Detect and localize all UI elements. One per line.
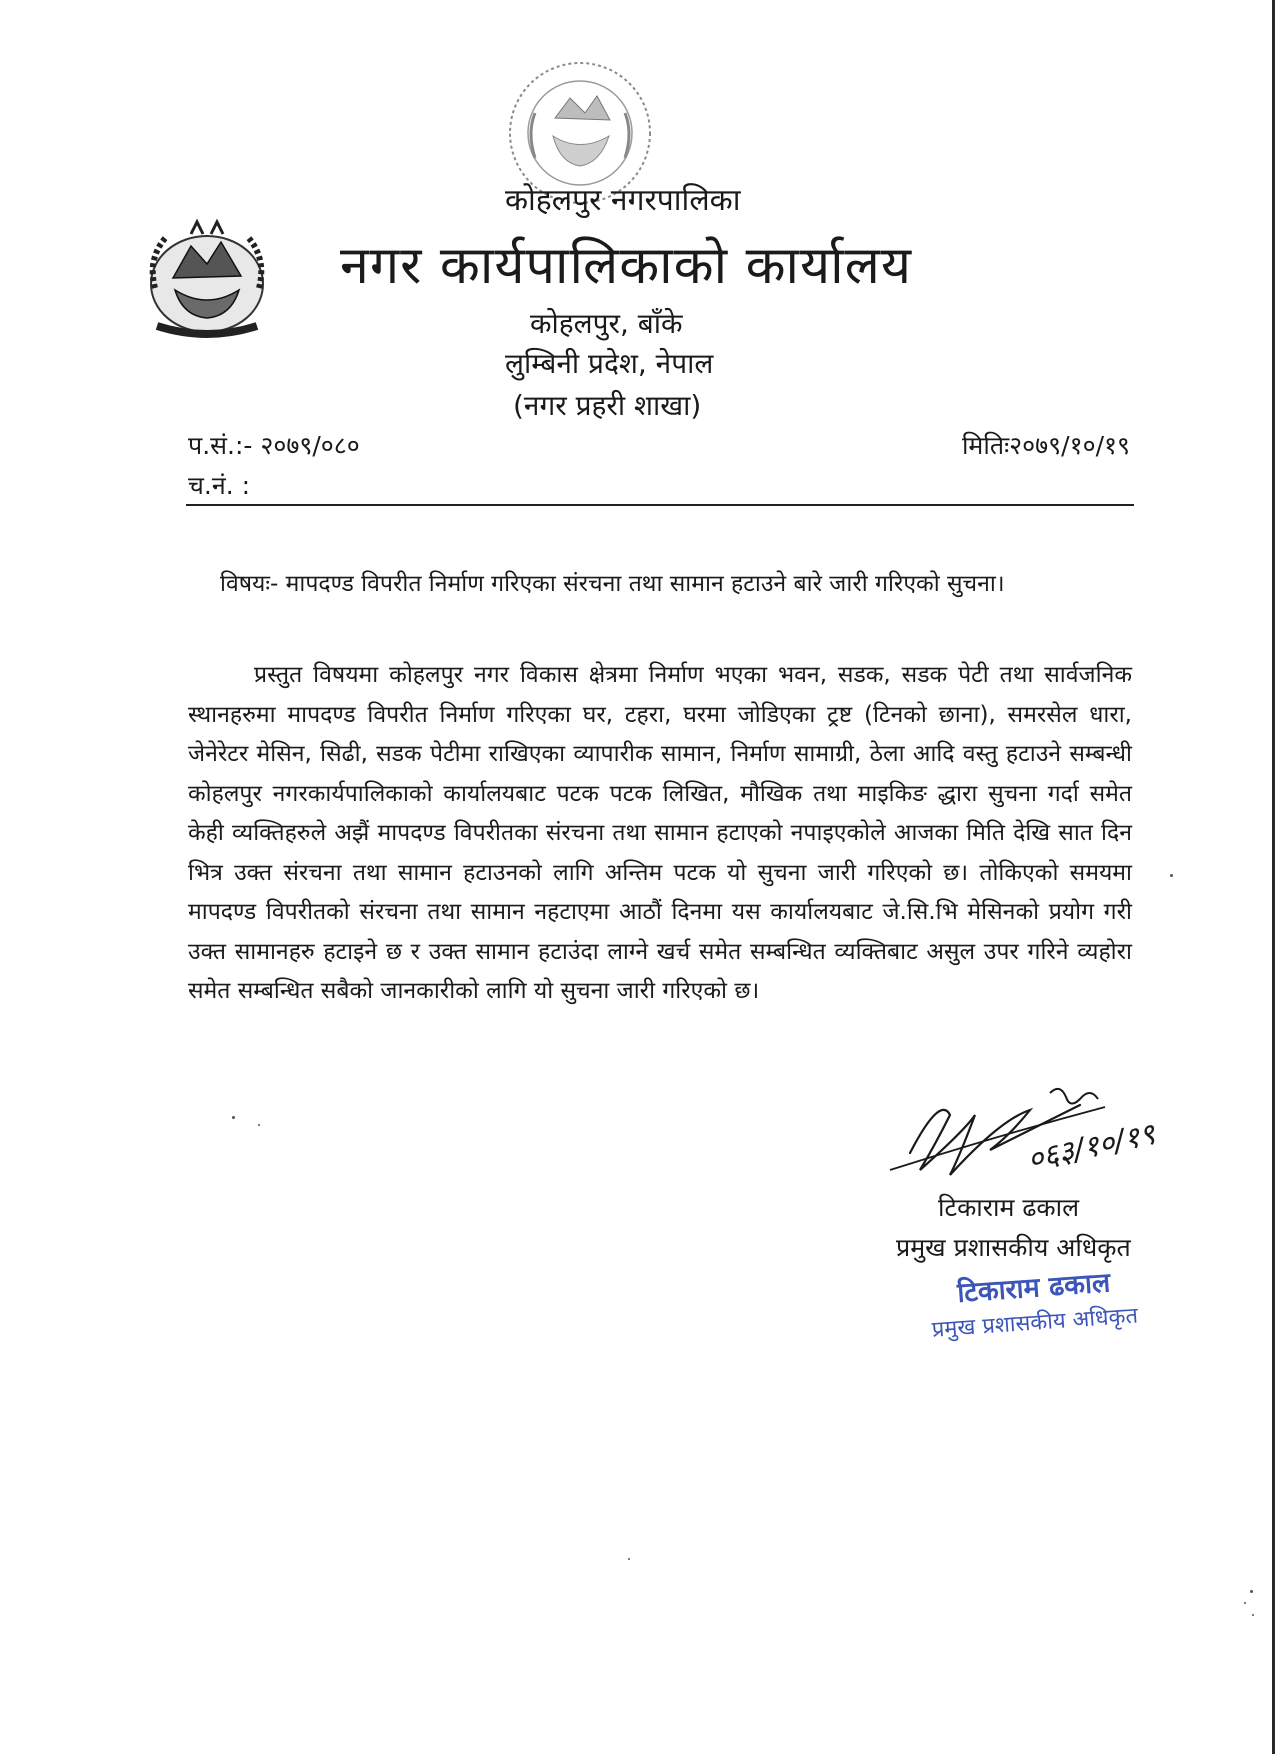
nepal-emblem-icon <box>133 218 281 346</box>
name-stamp <box>928 1261 1139 1344</box>
letter-date: मितिः२०७९/१०/१९ <box>961 431 1130 460</box>
stamp-title: प्रमुख प्रशासकीय अधिकृत <box>930 1303 1139 1343</box>
scan-speck <box>232 1116 235 1119</box>
reference-number: प.सं.:- २०७९/०८० <box>188 431 360 460</box>
scan-speck <box>1170 874 1173 877</box>
address-province: लुम्बिनी प्रदेश, नेपाल <box>505 347 714 380</box>
scan-speck <box>1252 1614 1254 1616</box>
municipality-name: कोहलपुर नगरपालिका <box>505 183 741 218</box>
scan-speck <box>258 1124 260 1126</box>
scan-speck <box>628 1558 630 1560</box>
stamp-name: टिकाराम ढकाल <box>956 1267 1112 1309</box>
notice-body: प्रस्तुत विषयमा कोहलपुर नगर विकास क्षेत्रमा निर्माण भएका भवन, सडक, सडक पेटी तथा सार्वजनिक स्थानहरुमा मापदण्ड विपरीत निर्माण गरिएका घर, टहरा, घरमा जोडिएका ट्रष्ट (टिनको छाना), समरसेल धारा, जेनेरेटर मेसिन, सिढी, सडक पेटीमा राखिएका व्यापारीक सामान, निर्माण सामाग्री, ठेला आदि वस्तु हटाउने सम्बन्धी कोहलपुर नगरकार्यपालिकाको कार्यालयबाट पटक पटक लिखित, मौखिक तथा माइकिङ द्धारा सुचना गर्दा समेत केही व्यक्तिहरुले अझैं मापदण्ड विपरीतका संरचना तथा सामान हटाएको नपाइएकोले आजका मिति देखि सात दिन भित्र उक्त संरचना तथा सामान हटाउनको लागि अन्तिम पटक यो सुचना जारी गरिएको छ। तोकिएको समयमा मापदण्ड विपरीतको संरचना तथा सामान नहटाएमा आठौं दिनमा यस कार्यालयबाट जे.सि.भि मेसिनको प्रयोग गरी उक्त सामानहरु हटाइने छ र उक्त सामान हटाउंदा लाग्ने खर्च समेत सम्बन्धित व्यक्तिबाट असुल उपर गरिने व्यहोरा समेत सम्बन्धित सबैको जानकारीको लागि यो सुचना जारी गरिएको छ। <box>188 662 1132 1004</box>
branch-name: (नगर प्रहरी शाखा) <box>513 389 702 422</box>
header-divider <box>186 504 1134 506</box>
signature-date: ०६३/१०/१९ <box>1024 1116 1159 1178</box>
subject-line: विषयः- मापदण्ड विपरीत निर्माण गरिएका संरचना तथा सामान हटाउने बारे जारी गरिएको सुचना। <box>220 571 1005 597</box>
office-title: नगर कार्यपालिकाको कार्यालय <box>340 236 913 296</box>
signatory-title: प्रमुख प्रशासकीय अधिकृत <box>896 1233 1131 1262</box>
dispatch-number: च.नं. : <box>188 471 251 500</box>
signatory-name: टिकाराम ढकाल <box>938 1193 1080 1222</box>
address-city: कोहलपुर, बाँके <box>530 307 683 340</box>
signature-icon <box>880 1075 1170 1195</box>
scan-speck <box>1250 1590 1253 1593</box>
scan-speck <box>1244 1602 1246 1604</box>
